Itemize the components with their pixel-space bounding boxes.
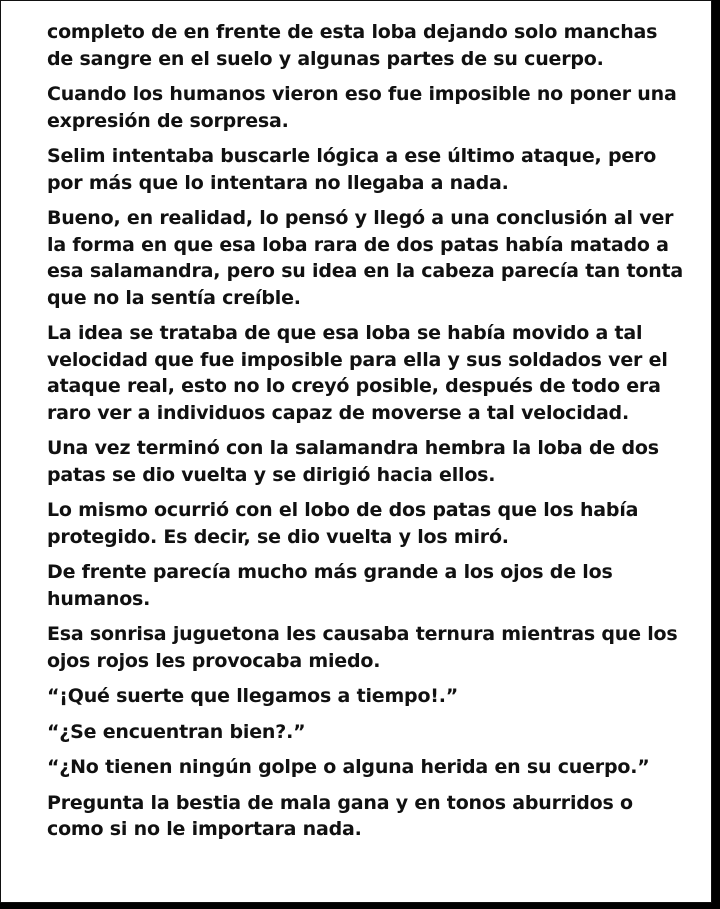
paragraph: Pregunta la bestia de mala gana y en tonos aburridos o como si no le importara nada. xyxy=(47,791,633,840)
paragraph: Cuando los humanos vieron eso fue imposible no poner una expresión de sorpresa. xyxy=(47,83,677,132)
dialogue-line: “¡Qué suerte que llegamos a tiempo!.” xyxy=(47,685,459,707)
paragraph: La idea se trataba de que esa loba se había movido a tal velocidad que fue imposible para ella y sus soldados ver el ataque real, esto no lo creyó posible, después de todo era raro ver a individuos capaz de moverse a tal velocidad. xyxy=(47,322,668,424)
dialogue-line: “¿Se encuentran bien?.” xyxy=(47,720,306,743)
paragraph: De frente parecía mucho más grande a los ojos de los humanos. xyxy=(47,561,613,610)
paragraph: Una vez terminó con la salamandra hembra la loba de dos patas se dio vuelta y se dirigió hacia ellos. xyxy=(47,437,659,486)
paragraph: Bueno, en realidad, lo pensó y llegó a una conclusión al ver la forma en que esa loba rara de dos patas había matado a esa salamandra, pero su idea en la cabeza parecía tan tonta que no la sentía creíble. xyxy=(47,207,684,309)
paragraph: Selim intentaba buscarle lógica a ese último ataque, pero por más que lo intentara no llegaba a nada. xyxy=(47,145,657,194)
story-text xyxy=(47,19,687,852)
paragraph: completo de en frente de esta loba dejando solo manchas de sangre en el suelo y algunas partes de su cuerpo. xyxy=(47,21,658,70)
paragraph: Esa sonrisa juguetona les causaba ternura mientras que los ojos rojos les provocaba miedo. xyxy=(47,623,678,672)
paragraph: Lo mismo ocurrió con el lobo de dos patas que los había protegido. Es decir, se dio vuelta y los miró. xyxy=(47,499,639,548)
dialogue-line: “¿No tienen ningún golpe o alguna herida en su cuerpo.” xyxy=(47,756,650,778)
